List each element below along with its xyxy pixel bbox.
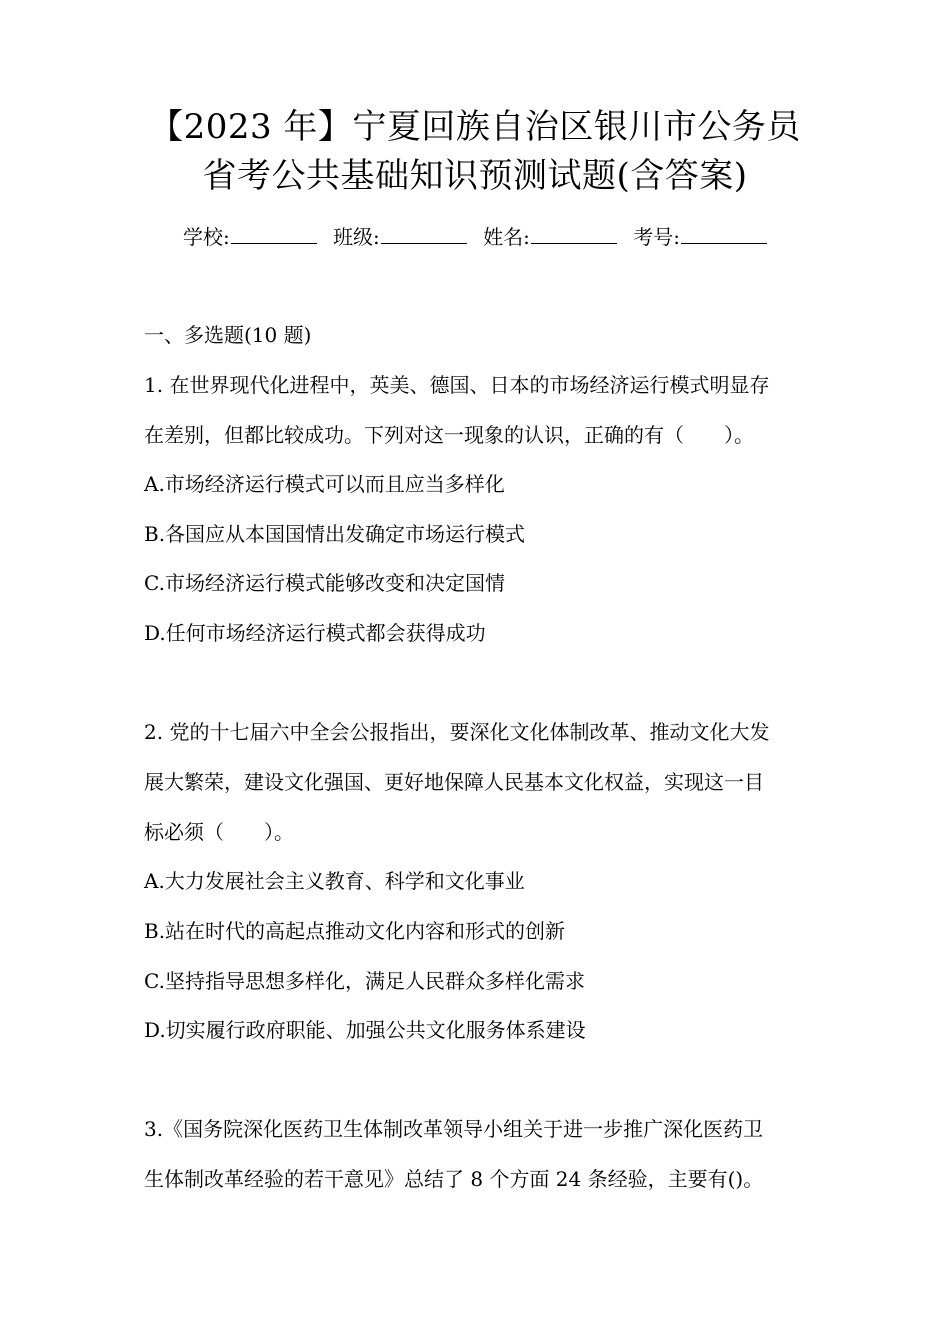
document-title-line-2: 省考公共基础知识预测试题(含答案) bbox=[202, 156, 748, 196]
class-blank bbox=[381, 223, 467, 244]
question-2-stem-line-1: 2. 党的十七届六中全会公报指出，要深化文化体制改革、推动文化大发 bbox=[144, 720, 770, 744]
question-1-option-c: C.市场经济运行模式能够改变和决定国情 bbox=[144, 571, 505, 595]
name-label: 姓名: bbox=[483, 225, 530, 249]
exam-number-blank bbox=[681, 223, 767, 244]
question-2-option-d: D.切实履行政府职能、加强公共文化服务体系建设 bbox=[144, 1018, 586, 1042]
exam-number-field bbox=[633, 222, 767, 252]
question-1-stem-line-1: 1. 在世界现代化进程中，英美、德国、日本的市场经济运行模式明显存 bbox=[144, 373, 770, 397]
question-3-stem-line-1: 3.《国务院深化医药卫生体制改革领导小组关于进一步推广深化医药卫 bbox=[144, 1117, 764, 1141]
question-2-option-c: C.坚持指导思想多样化，满足人民群众多样化需求 bbox=[144, 969, 585, 993]
school-label: 学校: bbox=[182, 225, 230, 249]
name-blank bbox=[531, 223, 617, 244]
class-label: 班级: bbox=[333, 225, 380, 249]
class-field bbox=[333, 222, 467, 252]
question-1-option-d: D.任何市场经济运行模式都会获得成功 bbox=[144, 621, 486, 645]
question-2-stem-line-3: 标必须（ ）。 bbox=[144, 820, 294, 844]
question-1-option-a: A.市场经济运行模式可以而且应当多样化 bbox=[144, 472, 505, 496]
student-info-row bbox=[0, 222, 950, 252]
question-1-stem-line-2: 在差别，但都比较成功。下列对这一现象的认识，正确的有（ ）。 bbox=[144, 423, 754, 447]
question-2-option-b: B.站在时代的高起点推动文化内容和形式的创新 bbox=[144, 919, 566, 943]
school-blank bbox=[231, 223, 317, 244]
question-2-stem-line-2: 展大繁荣，建设文化强国、更好地保障人民基本文化权益，实现这一目 bbox=[144, 770, 764, 794]
question-2-option-a: A.大力发展社会主义教育、科学和文化事业 bbox=[144, 869, 525, 893]
name-field bbox=[483, 222, 617, 252]
section-heading: 一、多选题(10 题) bbox=[144, 323, 312, 347]
question-3-stem-line-2: 生体制改革经验的若干意见》总结了 8 个方面 24 条经验，主要有()。 bbox=[144, 1167, 764, 1191]
exam-number-label: 考号: bbox=[633, 225, 681, 249]
question-1-option-b: B.各国应从本国国情出发确定市场运行模式 bbox=[144, 522, 526, 546]
school-field bbox=[183, 222, 317, 252]
document-title-line-1: 【2023 年】宁夏回族自治区银川市公务员 bbox=[149, 107, 801, 147]
